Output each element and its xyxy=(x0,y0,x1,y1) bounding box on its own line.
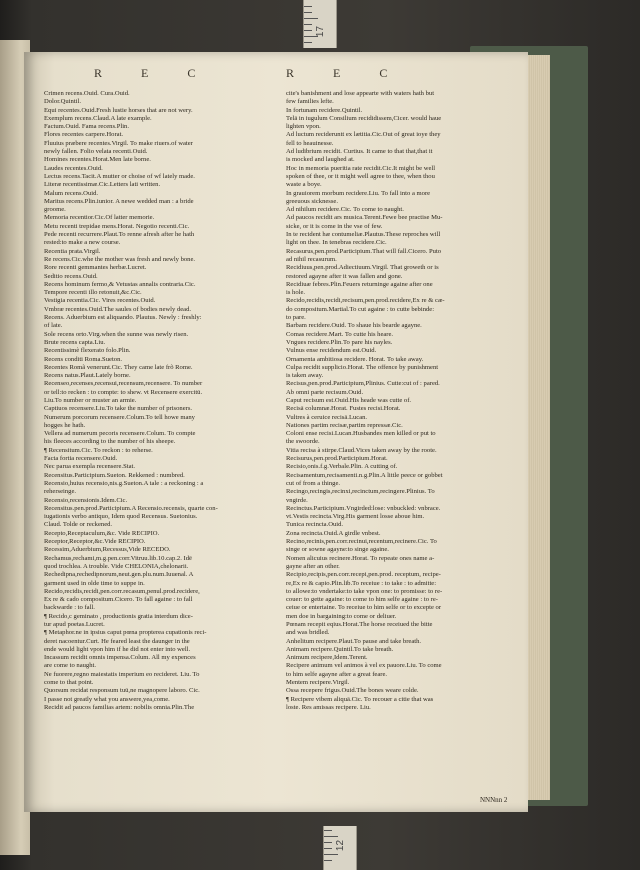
text-line: is mocked and laughed at. xyxy=(286,156,355,164)
column-right xyxy=(286,90,518,712)
text-line: Recens natus.Plaut.Lately borne. xyxy=(44,372,131,380)
text-line: quod trochlea. A trouble. Vide CHELONIA,chelonarii. xyxy=(44,562,189,570)
text-line: Recensio,huius recensio,nis.g.Sueton.A tale : a reckoning : a xyxy=(44,479,204,487)
text-line: waste a boye. xyxy=(286,181,322,189)
text-line: Hoc in memoria pueritia rate recidit.Cic.It might be well xyxy=(286,164,436,172)
text-line: Vmbræ recentes.Ouid.The saules of bodies newly dead. xyxy=(44,305,192,313)
text-line: fell to heauinesse. xyxy=(286,139,334,147)
text-line: Liu.To number or muster an armie. xyxy=(44,396,137,404)
text-line: Nomen alicuius recinere.Horat. To repeate ones name a- xyxy=(286,554,435,562)
text-line: is hole. xyxy=(286,289,306,297)
text-line: Vultres à ceruice recisā.Lucan. xyxy=(286,413,368,421)
text-line: Vitia recisa à stirpe.Claud.Vices taken away by the roote. xyxy=(286,446,437,454)
text-line: Ossa recepere frigus.Ouid.The bones weare colde. xyxy=(286,687,419,695)
ruler-bottom-number: 12 xyxy=(335,839,347,852)
text-line: or tell:to recken : to compte: to shew. vt Recensere exercitū. xyxy=(44,388,203,396)
text-line: Brute recens capta.Liu. xyxy=(44,338,106,346)
text-line: Re recens.Cic.whe the mother was fresh and newly bone. xyxy=(44,255,196,263)
text-line: Ad ludibrium recidit. Curtius. It came to that that,that it xyxy=(286,148,433,156)
text-line: spoken of thee, or it might well agree to thee, when thou xyxy=(286,172,435,180)
ruler-top xyxy=(303,0,337,48)
ruler-top-number: 17 xyxy=(315,25,327,38)
text-line: Animam recipere.Quintil.To take breath. xyxy=(286,645,394,653)
text-line: Recino,recinis,pen.corr.recinui,recentum,recinere.Cic. To xyxy=(286,538,437,546)
text-line: the swoorde. xyxy=(286,438,320,446)
text-line: ¶ Recipere vibem aliquā.Cic. To recouer a citie that was xyxy=(286,695,434,703)
text-line: gayne after an other. xyxy=(286,562,340,570)
text-line: singe or sowne agayne:to singe againe. xyxy=(286,546,389,554)
text-line: Recens conditi Roma.Sueton. xyxy=(44,355,123,363)
text-line: Recessim,Aduerbium,Recessus,Vide RECEDO. xyxy=(44,546,171,554)
text-line: Laudes recentes.Ouid. xyxy=(44,164,103,172)
text-line: Recinctus.Participium.Vngirded:lose: vnbuckled: vnbrace. xyxy=(286,504,441,512)
text-line: Recens. Aduerbium est aliquando. Plautus. Newly : freshly: xyxy=(44,314,202,322)
text-line: reherseinge. xyxy=(44,488,77,496)
text-line: cite's banishment and lose appearte with waters hath but xyxy=(286,90,435,97)
text-line: Metu recenti trepidae mens.Horat. Negotio recenti.Cic. xyxy=(44,222,190,230)
text-line: Incassum recidit omnis impensa.Colum. All my expences xyxy=(44,654,196,662)
text-line: Captiuos recensere.Liu.To take the number of prisoners. xyxy=(44,405,193,413)
text-line: iugationis verbo antiquo, Idem quod Recensus. Suetonius. xyxy=(44,513,198,521)
text-line: Claud. Tolde or reckened. xyxy=(44,521,113,529)
text-line: Recentissimè flexerato folo.Plin. xyxy=(44,347,131,355)
text-line: In grauiorem morbum recidere.Liu. To fall into a more xyxy=(286,189,431,197)
text-line: vt.Vestis recincta.Virg.His garment losse aboue him. xyxy=(286,513,425,521)
text-line: lighten vpon. xyxy=(286,123,321,131)
text-line: vngirde. xyxy=(286,496,308,504)
text-line: to allowe:to vndertake:to take vpon one: to promisse: to re- xyxy=(286,587,443,595)
text-line: Recisurus,pen.prod.Participium.Horat. xyxy=(286,455,388,463)
text-line: Literæ recentissimæ.Cic.Letters lati written. xyxy=(44,181,161,189)
text-line: Exemplum recens.Claud.A late example. xyxy=(44,114,152,122)
text-line: In fortunam recidere.Quintil. xyxy=(286,106,363,114)
text-line: Recipio,recipis,pen.corr.recepi,pen.prod. receptum, recipe- xyxy=(286,571,441,579)
text-line: Recidiuus,pen.prod.Adiectiuum.Virgil. That groweth or is xyxy=(286,264,439,272)
text-line: ad nihil recasurum. xyxy=(286,255,337,263)
column-left xyxy=(44,90,276,712)
text-line: couer: to gette againe: to come to him selfe againe : to re- xyxy=(286,596,438,604)
text-line: Telā in iugulum Consilium recididissem,Cicer. would haue xyxy=(286,114,442,122)
text-line: Vestigia recentia.Cic. Vires recentes.Ouid. xyxy=(44,297,156,305)
text-line: and was bridled. xyxy=(286,629,330,637)
text-line: Coloni ense recisi.Lucan.Husbandes men killed or put to xyxy=(286,430,436,438)
text-line: restored agayne after it was fallen and gone. xyxy=(286,272,403,280)
text-line: Tunica recincta.Ouid. xyxy=(286,521,344,529)
text-line: to pare. xyxy=(286,314,306,322)
text-line: Factum.Ouid. Fama recens.Plin. xyxy=(44,123,129,131)
text-line: Ex re & cado compositum.Cicero. To fall againe : to fall xyxy=(44,596,193,604)
text-line: ¶ Metaphor.ne in ipsius caput pœna propterea cupationis reci- xyxy=(44,629,207,637)
text-line: Equi recentes.Ouid.Fresh lustie horses that are not wery. xyxy=(44,106,193,114)
text-line: Numerum porcorum recensere.Colum.To tell howe many xyxy=(44,413,195,421)
text-line: Ab omni parte recisum.Ouid. xyxy=(286,388,364,396)
text-line: loste. Res amissas recipere. Liu. xyxy=(286,703,371,711)
text-line: In te recident hæ contumeliæ.Plautus.These reproches will xyxy=(286,231,441,239)
text-line: Comas recidere.Mart. To cutte his heare. xyxy=(286,330,394,338)
text-line: Recasurus,pen.prod.Participium.That will fall.Cicero. Puto xyxy=(286,247,442,255)
text-line: Pœnam recepit eqius.Horat.The horse receiued the bitte xyxy=(286,621,433,628)
text-line: Recidit ad paucos familias artem: nobilis omnia.Plin.The xyxy=(44,703,195,711)
text-line: Nec parua exempla recensere.Stat. xyxy=(44,463,135,471)
text-line: newly fallen. Folio velata recenti.Ouid. xyxy=(44,148,148,156)
text-line: Recenseo,recenses,recensui,recensum,recensere. To number xyxy=(44,380,203,388)
text-line: of late. xyxy=(44,322,63,330)
text-line: Recepto,Receptaculum,&c. Vide RECIPIO. xyxy=(44,529,160,537)
text-line: come to that point. xyxy=(44,679,94,687)
text-line: Recentes Romã venerunt.Cic. They came late frõ Rome. xyxy=(44,363,193,371)
text-line: Recensitus.pen.prod.Participium.A Recensio.recensis, quarte con- xyxy=(44,504,218,512)
text-line: Lectus recens.Tacit.A mutter or choise of wf lately made. xyxy=(44,172,195,180)
running-head-left: R E C xyxy=(94,66,214,80)
text-line: Recidiuæ febres.Plin.Feuers returninge againe after one xyxy=(286,280,433,288)
text-line: Recensitus.Participium.Sueton. Rekkened : numbred. xyxy=(44,471,185,479)
text-line: backwarde : to fall. xyxy=(44,604,95,612)
text-line: Maritus recens.Plin.iunior. A newe wedded man : a bride xyxy=(44,197,194,205)
text-line: sicke, or it is come in the vse of few. xyxy=(286,222,383,230)
text-line: groome. xyxy=(44,206,66,214)
text-line: ¶ Recensitum.Cic. To reckon : to reherse. xyxy=(44,446,153,454)
text-line: his fleeces according to the number of his sheepe. xyxy=(44,438,176,446)
text-line: Caput recisum est.Ouid.His heade was cutte of. xyxy=(286,396,412,404)
text-line: Mentem recipere.Virgil. xyxy=(286,679,350,687)
text-line: garment used in olde time to suppe in. xyxy=(44,579,145,587)
text-line: Memoria recentior.Cic.Of latter memorie. xyxy=(44,214,155,222)
text-line: re,Ex re & capio.Plin.lib.To receiue : to take : to admitte: xyxy=(286,579,437,587)
text-line: ceiue or entertaine. To receiue to him selfe or to excepte or xyxy=(286,604,442,612)
text-line: Zona recincta.Ouid.A girdle vnbest. xyxy=(286,529,381,537)
text-line: Malum recens.Ouid. xyxy=(44,189,99,197)
text-line: Homines recentes.Horat.Men late borne. xyxy=(44,156,151,164)
text-line: Rechedipna,rechedipnorum,neut.gen.plu.num.Iuuenal. A xyxy=(44,571,194,579)
text-line: Receptor,Receptor,&c.Vide RECIPIO. xyxy=(44,538,146,546)
text-line: Recisamentum,recisamenti.n.g.Plin.A little peece or gobbet xyxy=(286,471,443,479)
text-line: cut of from a thinge. xyxy=(286,479,341,487)
text-line: Dolor.Quintil. xyxy=(44,98,81,106)
text-line: Quorsum recidat responsum tuū,ne magnopere laboro. Cic. xyxy=(44,687,200,695)
text-line: deret nacoentur.Curt. He feared least the daunger in the xyxy=(44,637,190,645)
text-line: Recisā columnæ.Horat. Fustes recisi.Horat. xyxy=(286,405,401,413)
signature-mark: NNNnn 2 xyxy=(480,796,508,804)
text-line: to him selfe agayne after a great feare. xyxy=(286,670,388,678)
text-line: greeuous sicknesse. xyxy=(286,197,339,205)
text-line: ende would light vpon him if he did not enter into well. xyxy=(44,645,191,653)
text-line: Recentia prata.Virgil. xyxy=(44,247,101,255)
text-line: Recido,recidis,recidi,recisum,pen.prod.recidere,Ex re & cæ- xyxy=(286,297,445,305)
text-line: Rechamus,rechami,m.g.pen.corr.Vitruu.lib.10.cap.2. Idē xyxy=(44,554,192,562)
text-line: Sole recens orto.Virg.when the sunne was newly risen. xyxy=(44,330,189,338)
text-line: Vulnus ense recidendum est.Ouid. xyxy=(286,347,377,355)
text-line: I passe not greatly what you answere,yea,come. xyxy=(44,695,170,703)
text-line: Recisio,onis.f.g.Verbale.Plin. A cutting of. xyxy=(286,463,398,471)
text-line: few families lefte. xyxy=(286,98,334,106)
text-line: Anhelitum recipere.Plaut.To pause and take breath. xyxy=(286,637,422,645)
text-line: Recido,recidis,recidi,pen.corr.recasum,penul.prod.recidere, xyxy=(44,587,200,595)
text-line: Fluuius præbere recentes.Virgil. To make riuers.of water xyxy=(44,139,193,147)
text-line: Recens hominum fermo,& Vetustas annalis contraria.Cic. xyxy=(44,280,196,288)
text-line: Crimen recens.Ouid. Cura.Ouid. xyxy=(44,90,130,97)
text-line: are come to naught. xyxy=(44,662,96,670)
text-line: Facta fortia recensere.Ouid. xyxy=(44,455,118,463)
text-line: Recisus,pen.prod.Participium,Plinius. Cutte:cut of : pared. xyxy=(286,380,440,388)
text-line: Vellera ad numerum pecoris recensere.Colum. To compte xyxy=(44,430,196,438)
text-line: Vngues recidere.Plin.To pare his nayles. xyxy=(286,338,393,346)
text-line: Pede recenti recurrere.Plaut.To renne afresh after he hath xyxy=(44,231,195,239)
text-line: ¶ Recido,c geminato , productionis gratia interdum dice- xyxy=(44,612,193,620)
text-line: is taken away. xyxy=(286,372,324,380)
text-line: do compositum.Martial.To cut againe : to cutte bebinde: xyxy=(286,305,435,313)
text-line: Ad nihilum recidere.Cic. To come to naught. xyxy=(286,206,404,214)
text-line: Recensio,recensionis.Idem.Cic. xyxy=(44,496,128,504)
text-line: hogges he hath. xyxy=(44,421,86,429)
text-line: Ne fuorere,regno maiestatis imperium eo recideret. Liu. To xyxy=(44,670,200,678)
text-line: Nationes partim recisæ,partim repressæ.Cic. xyxy=(286,421,403,429)
text-line: Ornamenta ambitiosa recidere. Horat. To take away. xyxy=(286,355,424,363)
running-head-right: R E C xyxy=(286,66,406,80)
text-line: Barbam recidere.Ouid. To shaue his bearde agayne. xyxy=(286,322,422,330)
text-line: Ad luctum recideruntt ex lætitia.Cic.Out of great ioye they xyxy=(286,131,441,139)
text-line: Rore recenti gemmantes herbæ.Lucret. xyxy=(44,264,147,272)
book-page xyxy=(24,52,528,812)
text-line: Ad paucos recidit ars musica.Terent.Fewe bee practise Mu- xyxy=(286,214,443,222)
text-line: Seditio recens.Ouid. xyxy=(44,272,98,280)
text-line: Flores recentes carpere.Horat. xyxy=(44,131,124,139)
text-line: Culpa recidit supplicio.Horat. The offence by punishment xyxy=(286,363,439,371)
text-line: men doe in bargaining:to come or deliuer. xyxy=(286,612,397,620)
ruler-bottom xyxy=(323,826,357,870)
text-line: Tempore recenti illo retonuit,&c.Cic. xyxy=(44,289,142,297)
text-line: Recingo,recingis,recinxi,recinctum,recingere.Plinius. To xyxy=(286,488,435,496)
text-line: Recipere animum vel animos à vel ex pauore.Liu. To come xyxy=(286,662,442,670)
text-line: rested:to make a new course. xyxy=(44,239,121,247)
text-line: light on thee. In tenebras recidere.Cic. xyxy=(286,239,387,247)
text-line: tur apud poetas.Lucret. xyxy=(44,621,105,628)
text-line: Animum recipere,Idem.Terent. xyxy=(286,654,368,662)
